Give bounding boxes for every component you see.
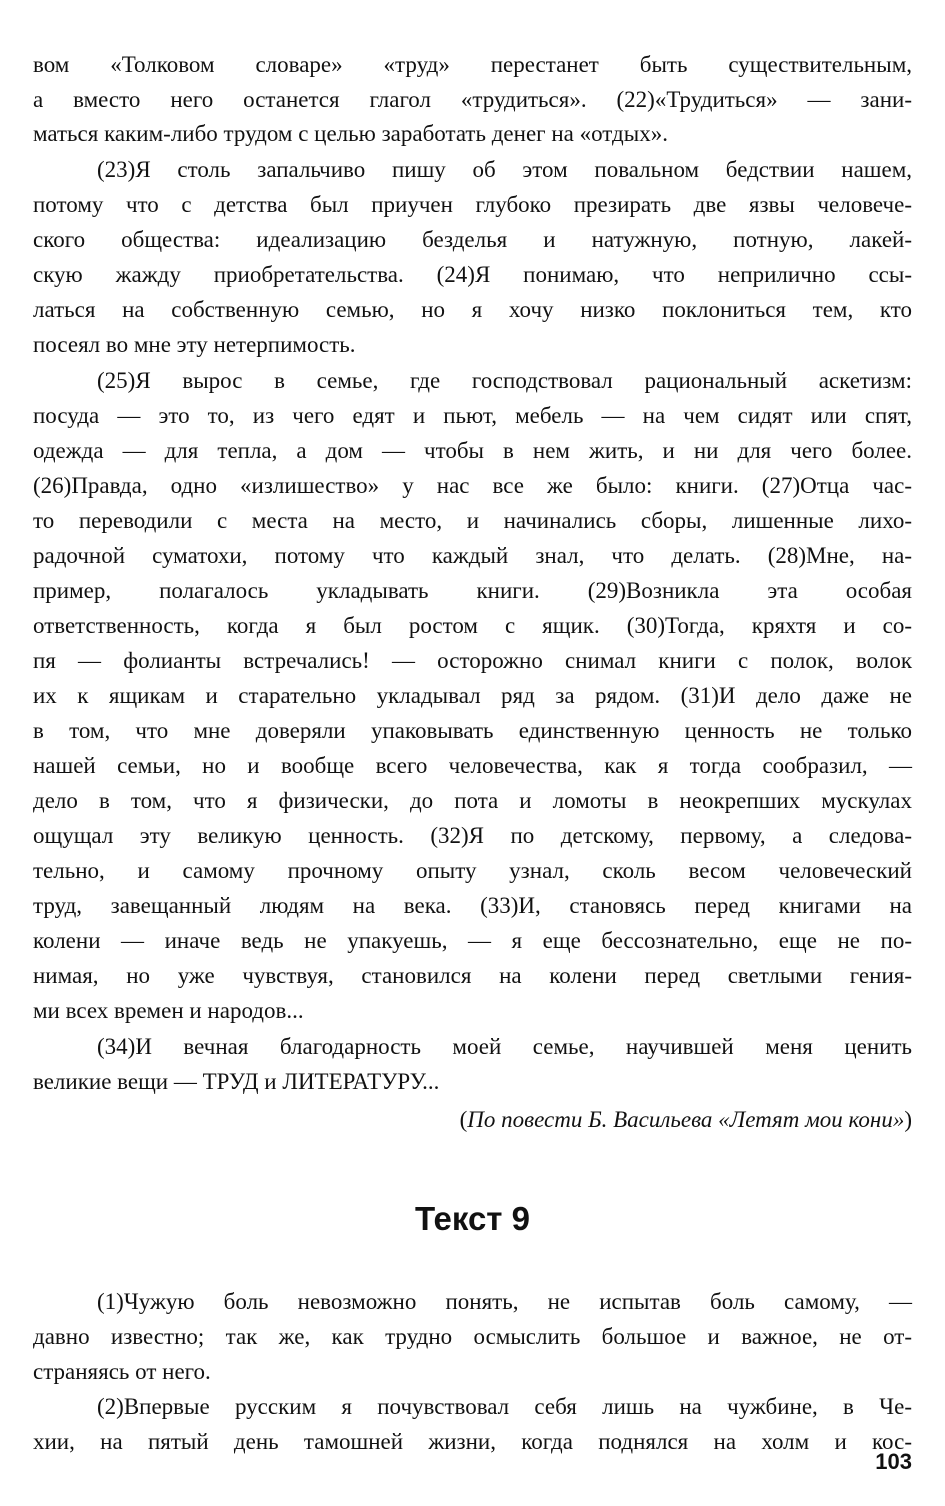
text-line: нимая, но уже чувствуя, становился на колени перед светлыми гения-	[33, 963, 912, 988]
section-heading: Текст 9	[415, 1200, 530, 1238]
citation-open-paren: (	[459, 1107, 468, 1132]
citation-close-paren: )	[904, 1107, 912, 1132]
text-line: великие вещи — ТРУД и ЛИТЕРАТУРУ...	[33, 1069, 440, 1094]
text-line: (25)Я вырос в семье, где господствовал рациональный аскетизм:	[97, 368, 912, 393]
text-line: (23)Я столь запальчиво пишу об этом повальном бедствии нашем,	[97, 157, 912, 182]
text-line: страняясь от него.	[33, 1359, 211, 1384]
text-line: труд, завещанный людям на века. (33)И, становясь перед книгами на	[33, 893, 912, 918]
text-line: скую жажду приобретательства. (24)Я понимаю, что неприлично ссы-	[33, 262, 912, 287]
text-line: (1)Чужую боль невозможно понять, не испытав боль самому, —	[97, 1289, 912, 1314]
text-line: нашей семьи, но и вообще всего человечества, как я тогда сообразил, —	[33, 753, 912, 778]
text-line: (26)Правда, одно «излишество» у нас все же было: книги. (27)Отца час-	[33, 473, 912, 498]
text-line: пя — фолианты встречались! — осторожно снимал книги с полок, волок	[33, 648, 912, 673]
text-line: то переводили с места на место, и начинались сборы, лишенные лихо-	[33, 508, 912, 533]
text-line: тельно, и самому прочному опыту узнал, сколь весом человеческий	[33, 858, 912, 883]
text-line: (34)И вечная благодарность моей семье, научившей меня ценить	[97, 1034, 912, 1059]
text-line: а вместо него останется глагол «трудиться». (22)«Трудиться» — зани-	[33, 87, 912, 112]
text-line: ского общества: идеализацию безделья и натужную, потную, лакей-	[33, 227, 912, 252]
text-line: потому что с детства был приучен глубоко презирать две язвы человече-	[33, 192, 912, 217]
text-line: (2)Впервые русским я почувствовал себя лишь на чужбине, в Че-	[97, 1394, 912, 1419]
text-line: радочной суматохи, потому что каждый знал, что делать. (28)Мне, на-	[33, 543, 912, 568]
text-line: ми всех времен и народов...	[33, 998, 304, 1023]
text-line: давно известно; так же, как трудно осмыслить большое и важное, не от-	[33, 1324, 912, 1349]
text-line: хии, на пятый день тамошней жизни, когда поднялся на холм и кос-	[33, 1429, 912, 1454]
text-line: ответственность, когда я был ростом с ящик. (30)Тогда, кряхтя и со-	[33, 613, 912, 638]
text-line: колени — иначе ведь не упакуешь, — я еще бессознательно, еще не по-	[33, 928, 912, 953]
text-line: пример, полагалось укладывать книги. (29)Возникла эта особая	[33, 578, 912, 603]
text-line: одежда — для тепла, а дом — чтобы в нем жить, и ни для чего более.	[33, 438, 912, 463]
text-line: маться каким-либо трудом с целью заработать денег на «отдых».	[33, 121, 668, 146]
text-line: вом «Толковом словаре» «труд» перестанет быть существительным,	[33, 52, 912, 77]
text-line: посуда — это то, из чего едят и пьют, мебель — на чем сидят или спят,	[33, 403, 912, 428]
text-line: в том, что мне доверяли упаковывать единственную ценность не только	[33, 718, 912, 743]
source-citation	[460, 1104, 912, 1136]
text-line: дело в том, что я физически, до пота и ломоты в неокрепших мускулах	[33, 788, 912, 813]
citation-title: По повести Б. Васильева «Летят мои кони»	[467, 1107, 905, 1132]
text-line: их к ящикам и старательно укладывал ряд за рядом. (31)И дело даже не	[33, 683, 912, 708]
text-line: ощущал эту великую ценность. (32)Я по детскому, первому, а следова-	[33, 823, 912, 848]
page-number: 103	[875, 1449, 912, 1474]
text-line: латься на собственную семью, но я хочу низко поклониться тем, кто	[33, 297, 912, 322]
text-line: посеял во мне эту нетерпимость.	[33, 332, 356, 357]
